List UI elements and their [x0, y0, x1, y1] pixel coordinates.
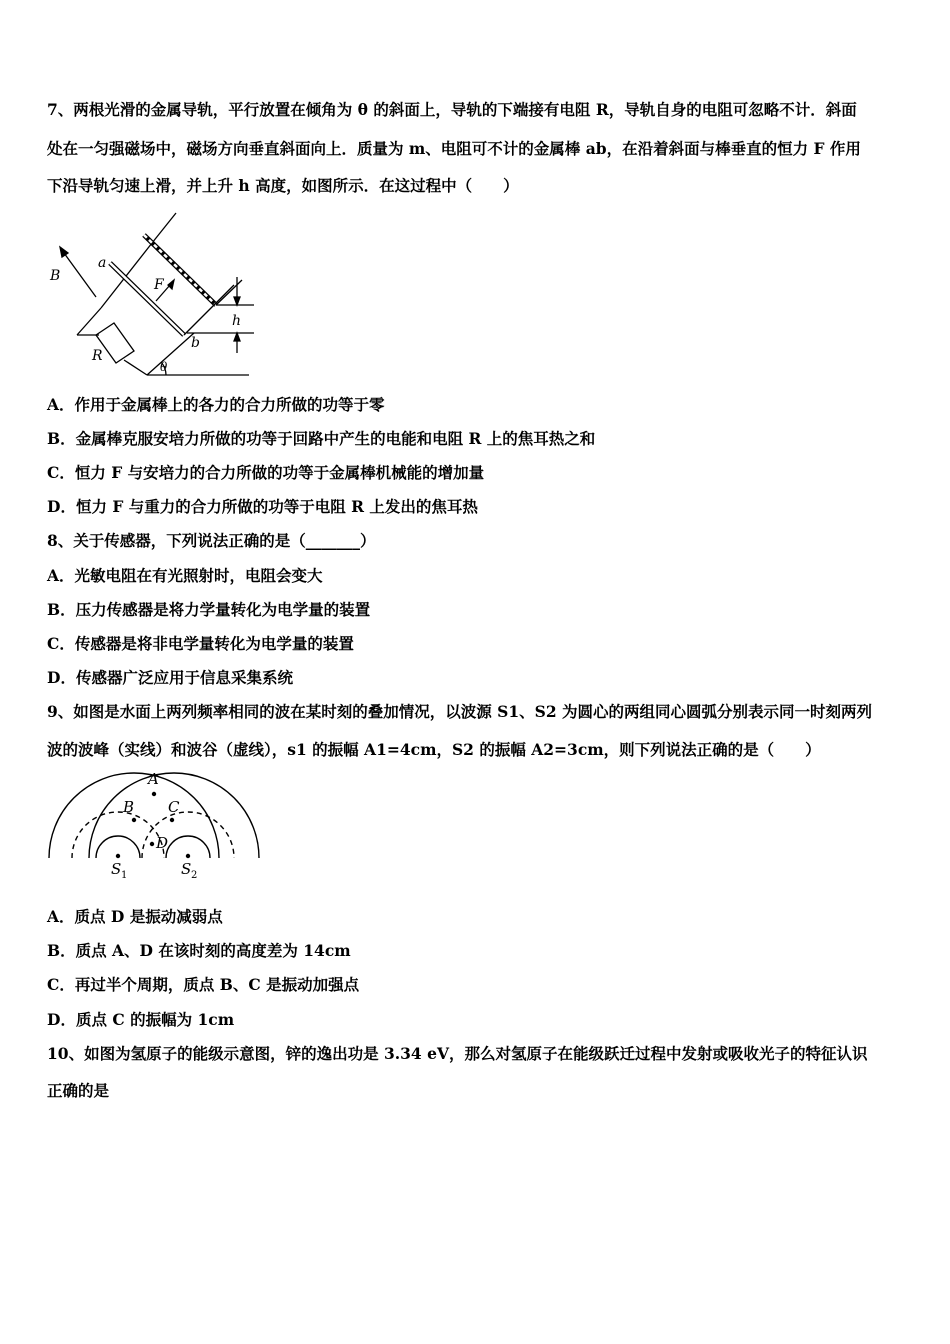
- q9-option-d: D．质点 C 的振幅为 1cm: [47, 1010, 235, 1029]
- q9-label-S1-sub: 1: [121, 870, 128, 881]
- q7-figure-inclined-rails: [44, 205, 274, 380]
- q7-label-b: b: [191, 335, 200, 351]
- q7-label-theta: θ: [160, 360, 168, 374]
- q7-option-d: D．恒力 F 与重力的合力所做的功等于电阻 R 上发出的焦耳热: [47, 497, 478, 516]
- q8-option-b: B．压力传感器是将力学量转化为电学量的装置: [47, 600, 371, 619]
- q9-figure-wave-interference: [44, 770, 264, 885]
- q10-stem-line-2: 正确的是: [47, 1081, 110, 1100]
- q9-option-b: B．质点 A、D 在该时刻的高度差为 14cm: [47, 941, 351, 960]
- q7-label-a: a: [98, 255, 107, 271]
- q9-stem-line-2: 波的波峰（实线）和波谷（虚线），s1 的振幅 A1=4cm，S2 的振幅 A2=3cm，则下列说法正确的是（ ）: [47, 740, 821, 759]
- q7-option-b: B．金属棒克服安培力所做的功等于回路中产生的电能和电阻 R 上的焦耳热之和: [47, 429, 596, 448]
- q8-option-c: C．传感器是将非电学量转化为电学量的装置: [47, 634, 354, 653]
- q9-label-A: A: [148, 770, 159, 788]
- q10-stem-line-1: 10、如图为氢原子的能级示意图，锌的逸出功是 3.34 eV，那么对氢原子在能级跃迁过程中发射或吸收光子的特征认识: [47, 1044, 868, 1063]
- q9-label-B: B: [123, 798, 135, 816]
- q7-label-R: R: [92, 348, 103, 364]
- q9-option-a: A．质点 D 是振动减弱点: [47, 907, 223, 926]
- q8-stem: 8、关于传感器，下列说法正确的是（_______）: [47, 531, 376, 550]
- q9-label-D: D: [156, 834, 169, 852]
- q9-label-C: C: [168, 798, 180, 816]
- q9-stem-line-1: 9、如图是水面上两列频率相同的波在某时刻的叠加情况，以波源 S1、S2 为圆心的两组同心圆弧分别表示同一时刻两列: [47, 702, 873, 721]
- q7-label-h: h: [232, 313, 242, 329]
- q8-option-d: D．传感器广泛应用于信息采集系统: [47, 668, 293, 687]
- q9-label-S1: S: [111, 860, 122, 878]
- q8-option-a: A．光敏电阻在有光照射时，电阻会变大: [47, 566, 323, 585]
- q7-option-c: C．恒力 F 与安培力的合力所做的功等于金属棒机械能的增加量: [47, 463, 485, 482]
- q7-label-F: F: [154, 277, 164, 293]
- q9-label-S2-sub: 2: [191, 870, 198, 881]
- q7-option-a: A．作用于金属棒上的各力的合力所做的功等于零: [47, 395, 385, 414]
- q7-stem-line-3: 下沿导轨匀速上滑，并上升 h 高度，如图所示．在这过程中（ ）: [47, 176, 519, 195]
- q7-stem-line-2: 处在一匀强磁场中，磁场方向垂直斜面向上．质量为 m、电阻可不计的金属棒 ab，在沿着斜面与棒垂直的恒力 F 作用: [47, 139, 861, 158]
- q7-label-B: B: [50, 268, 61, 284]
- q9-label-S2: S: [181, 860, 192, 878]
- q9-option-c: C．再过半个周期，质点 B、C 是振动加强点: [47, 975, 360, 994]
- q7-stem-line-1: 7、两根光滑的金属导轨，平行放置在倾角为 θ 的斜面上，导轨的下端接有电阻 R，导轨自身的电阻可忽略不计．斜面: [47, 100, 857, 119]
